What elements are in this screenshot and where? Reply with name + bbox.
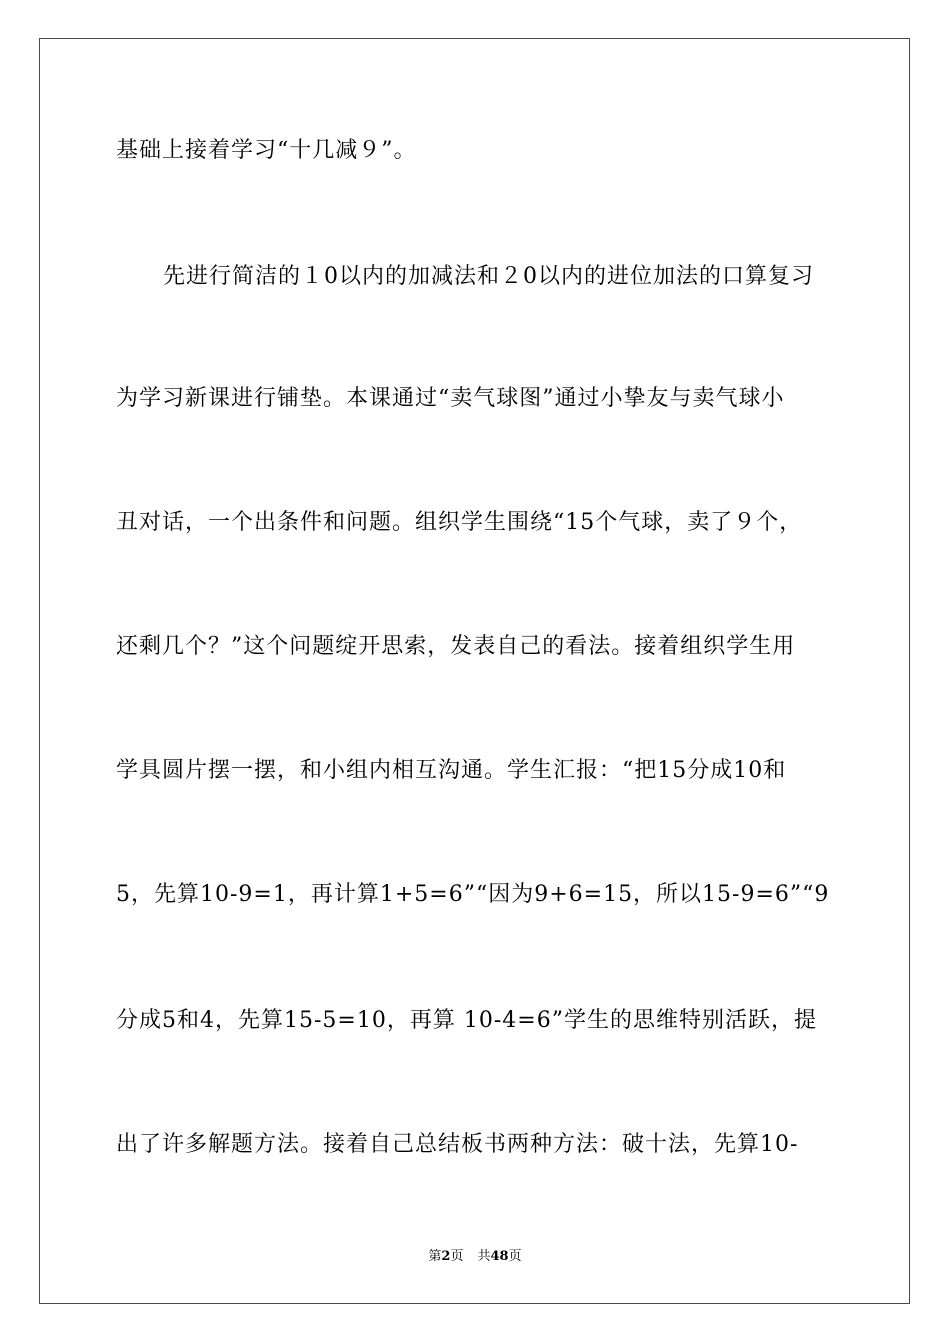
paragraph-line-3: 为学习新课进行铺垫。本课通过“卖气球图”通过小挚友与卖气球小	[116, 386, 785, 411]
page-total: 48	[490, 1249, 509, 1264]
page-footer	[0, 1248, 950, 1266]
total-prefix: 共	[477, 1249, 491, 1264]
paragraph-line-1: 基础上接着学习“十几减９”。	[116, 138, 417, 163]
paragraph-line-6: 学具圆片摆一摆，和小组内相互沟通。学生汇报：“把15分成10和	[116, 758, 787, 783]
total-suffix: 页	[508, 1249, 522, 1264]
paragraph-line-8: 分成5和4，先算15-5=10，再算 10-4=6”学生的思维特别活跃，提	[116, 1008, 817, 1033]
paragraph-line-2: 先进行简洁的１0以内的加减法和２0以内的进位加法的口算复习	[163, 264, 814, 289]
page-border	[39, 38, 910, 1304]
page-current: 2	[441, 1249, 451, 1264]
page-suffix: 页	[450, 1249, 464, 1264]
paragraph-line-5: 还剩几个？”这个问题绽开思索，发表自己的看法。接着组织学生用	[116, 634, 796, 659]
paragraph-line-9: 出了许多解题方法。接着自己总结板书两种方法：破十法，先算10-	[116, 1132, 799, 1157]
paragraph-line-7: 5，先算10-9=1，再计算1+5=6”“因为9+6=15，所以15-9=6”“9	[116, 882, 830, 907]
paragraph-line-4: 丑对话，一个出条件和问题。组织学生围绕“15个气球，卖了９个，	[116, 510, 803, 535]
page-prefix: 第	[428, 1249, 442, 1264]
